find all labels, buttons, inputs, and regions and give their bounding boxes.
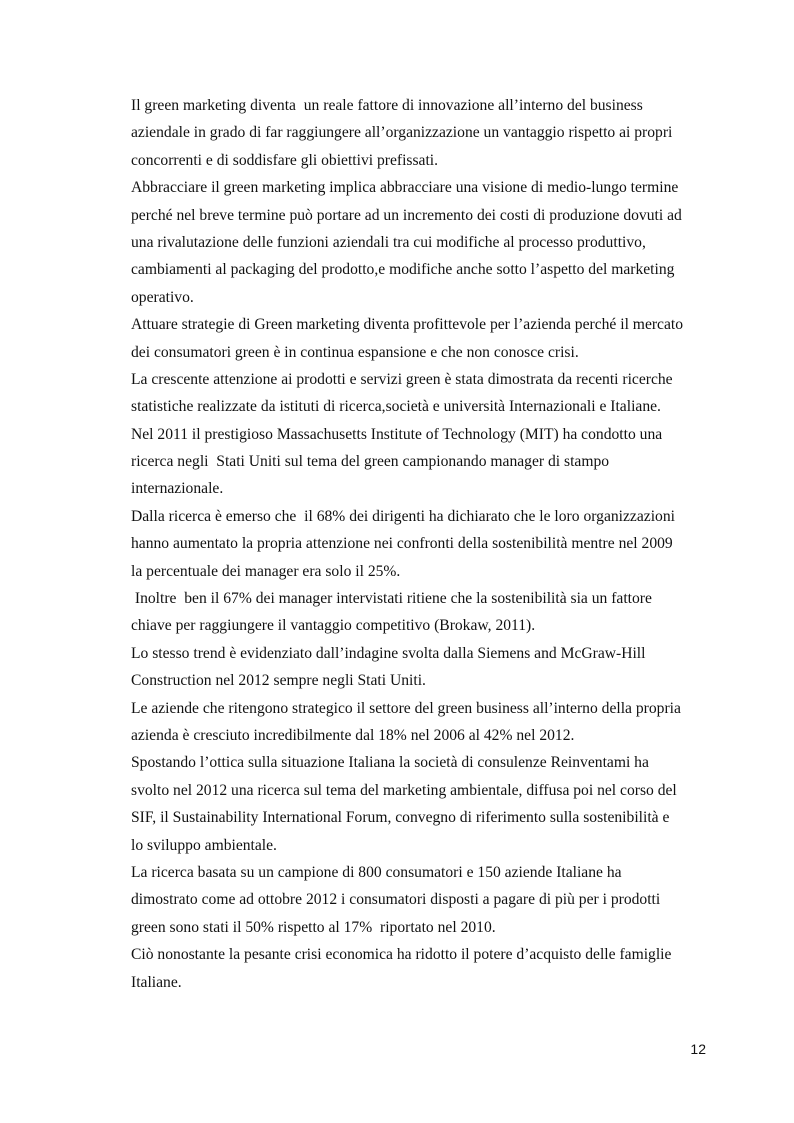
body-text (131, 92, 711, 996)
text-line: Nel 2011 il prestigioso Massachusetts Institute of Technology (MIT) ha condotto una (131, 425, 663, 443)
text-line: Lo stesso trend è evidenziato dall’indagine svolta dalla Siemens and McGraw-Hill (131, 644, 646, 662)
text-line: Italiane. (131, 973, 182, 991)
text-line: la percentuale dei manager era solo il 25%. (131, 562, 401, 580)
text-line: statistiche realizzate da istituti di ricerca,società e università Internazionali e Italiane. (131, 398, 661, 416)
text-line: chiave per raggiungere il vantaggio competitivo (Brokaw, 2011). (131, 617, 536, 635)
text-line: concorrenti e di soddisfare gli obiettivi prefissati. (131, 151, 439, 169)
text-line: internazionale. (131, 480, 224, 498)
text-line: Construction nel 2012 sempre negli Stati Uniti. (131, 672, 426, 690)
text-line: La crescente attenzione ai prodotti e servizi green è stata dimostrata da recenti ricerche (131, 370, 673, 388)
text-line: ricerca negli Stati Uniti sul tema del green campionando manager di stampo (131, 453, 610, 471)
text-line: Attuare strategie di Green marketing diventa profittevole per l’azienda perché il mercato (131, 316, 684, 334)
text-line: Abbracciare il green marketing implica abbracciare una visione di medio-lungo termine (131, 179, 679, 197)
text-line: dimostrato come ad ottobre 2012 i consumatori disposti a pagare di più per i prodotti (131, 891, 661, 909)
text-line: Ciò nonostante la pesante crisi economica ha ridotto il potere d’acquisto delle famiglie (131, 946, 672, 964)
text-line: green sono stati il 50% rispetto al 17% riportato nel 2010. (131, 918, 496, 936)
text-line: Le aziende che ritengono strategico il settore del green business all’interno della propria (131, 699, 681, 717)
text-line: Inoltre ben il 67% dei manager intervistati ritiene che la sostenibilità sia un fattore (131, 590, 652, 608)
page-number: 12 (690, 1041, 706, 1057)
text-line: Spostando l’ottica sulla situazione Italiana la società di consulenze Reinventami ha (131, 754, 649, 772)
text-line: cambiamenti al packaging del prodotto,e modifiche anche sotto l’aspetto del marketing (131, 261, 675, 279)
text-line: aziendale in grado di far raggiungere all’organizzazione un vantaggio rispetto ai propri (131, 124, 673, 142)
text-line: La ricerca basata su un campione di 800 consumatori e 150 aziende Italiane ha (131, 863, 622, 881)
text-line: operativo. (131, 288, 194, 306)
text-line: dei consumatori green è in continua espansione e che non conosce crisi. (131, 343, 579, 361)
text-line: svolto nel 2012 una ricerca sul tema del marketing ambientale, diffusa poi nel corso del (131, 781, 677, 799)
text-line: azienda è cresciuto incredibilmente dal 18% nel 2006 al 42% nel 2012. (131, 726, 575, 744)
text-line: Il green marketing diventa un reale fattore di innovazione all’interno del business (131, 97, 643, 114)
text-line: una rivalutazione delle funzioni aziendali tra cui modifiche al processo produttivo, (131, 233, 646, 251)
text-line: SIF, il Sustainability International Forum, convegno di riferimento sulla sostenibilità e (131, 809, 670, 827)
text-line: Dalla ricerca è emerso che il 68% dei dirigenti ha dichiarato che le loro organizzazioni (131, 507, 675, 525)
text-line: lo sviluppo ambientale. (131, 836, 277, 854)
text-line: perché nel breve termine può portare ad un incremento dei costi di produzione dovuti ad (131, 206, 682, 224)
text-line: hanno aumentato la propria attenzione nei confronti della sostenibilità mentre nel 2009 (131, 535, 673, 553)
